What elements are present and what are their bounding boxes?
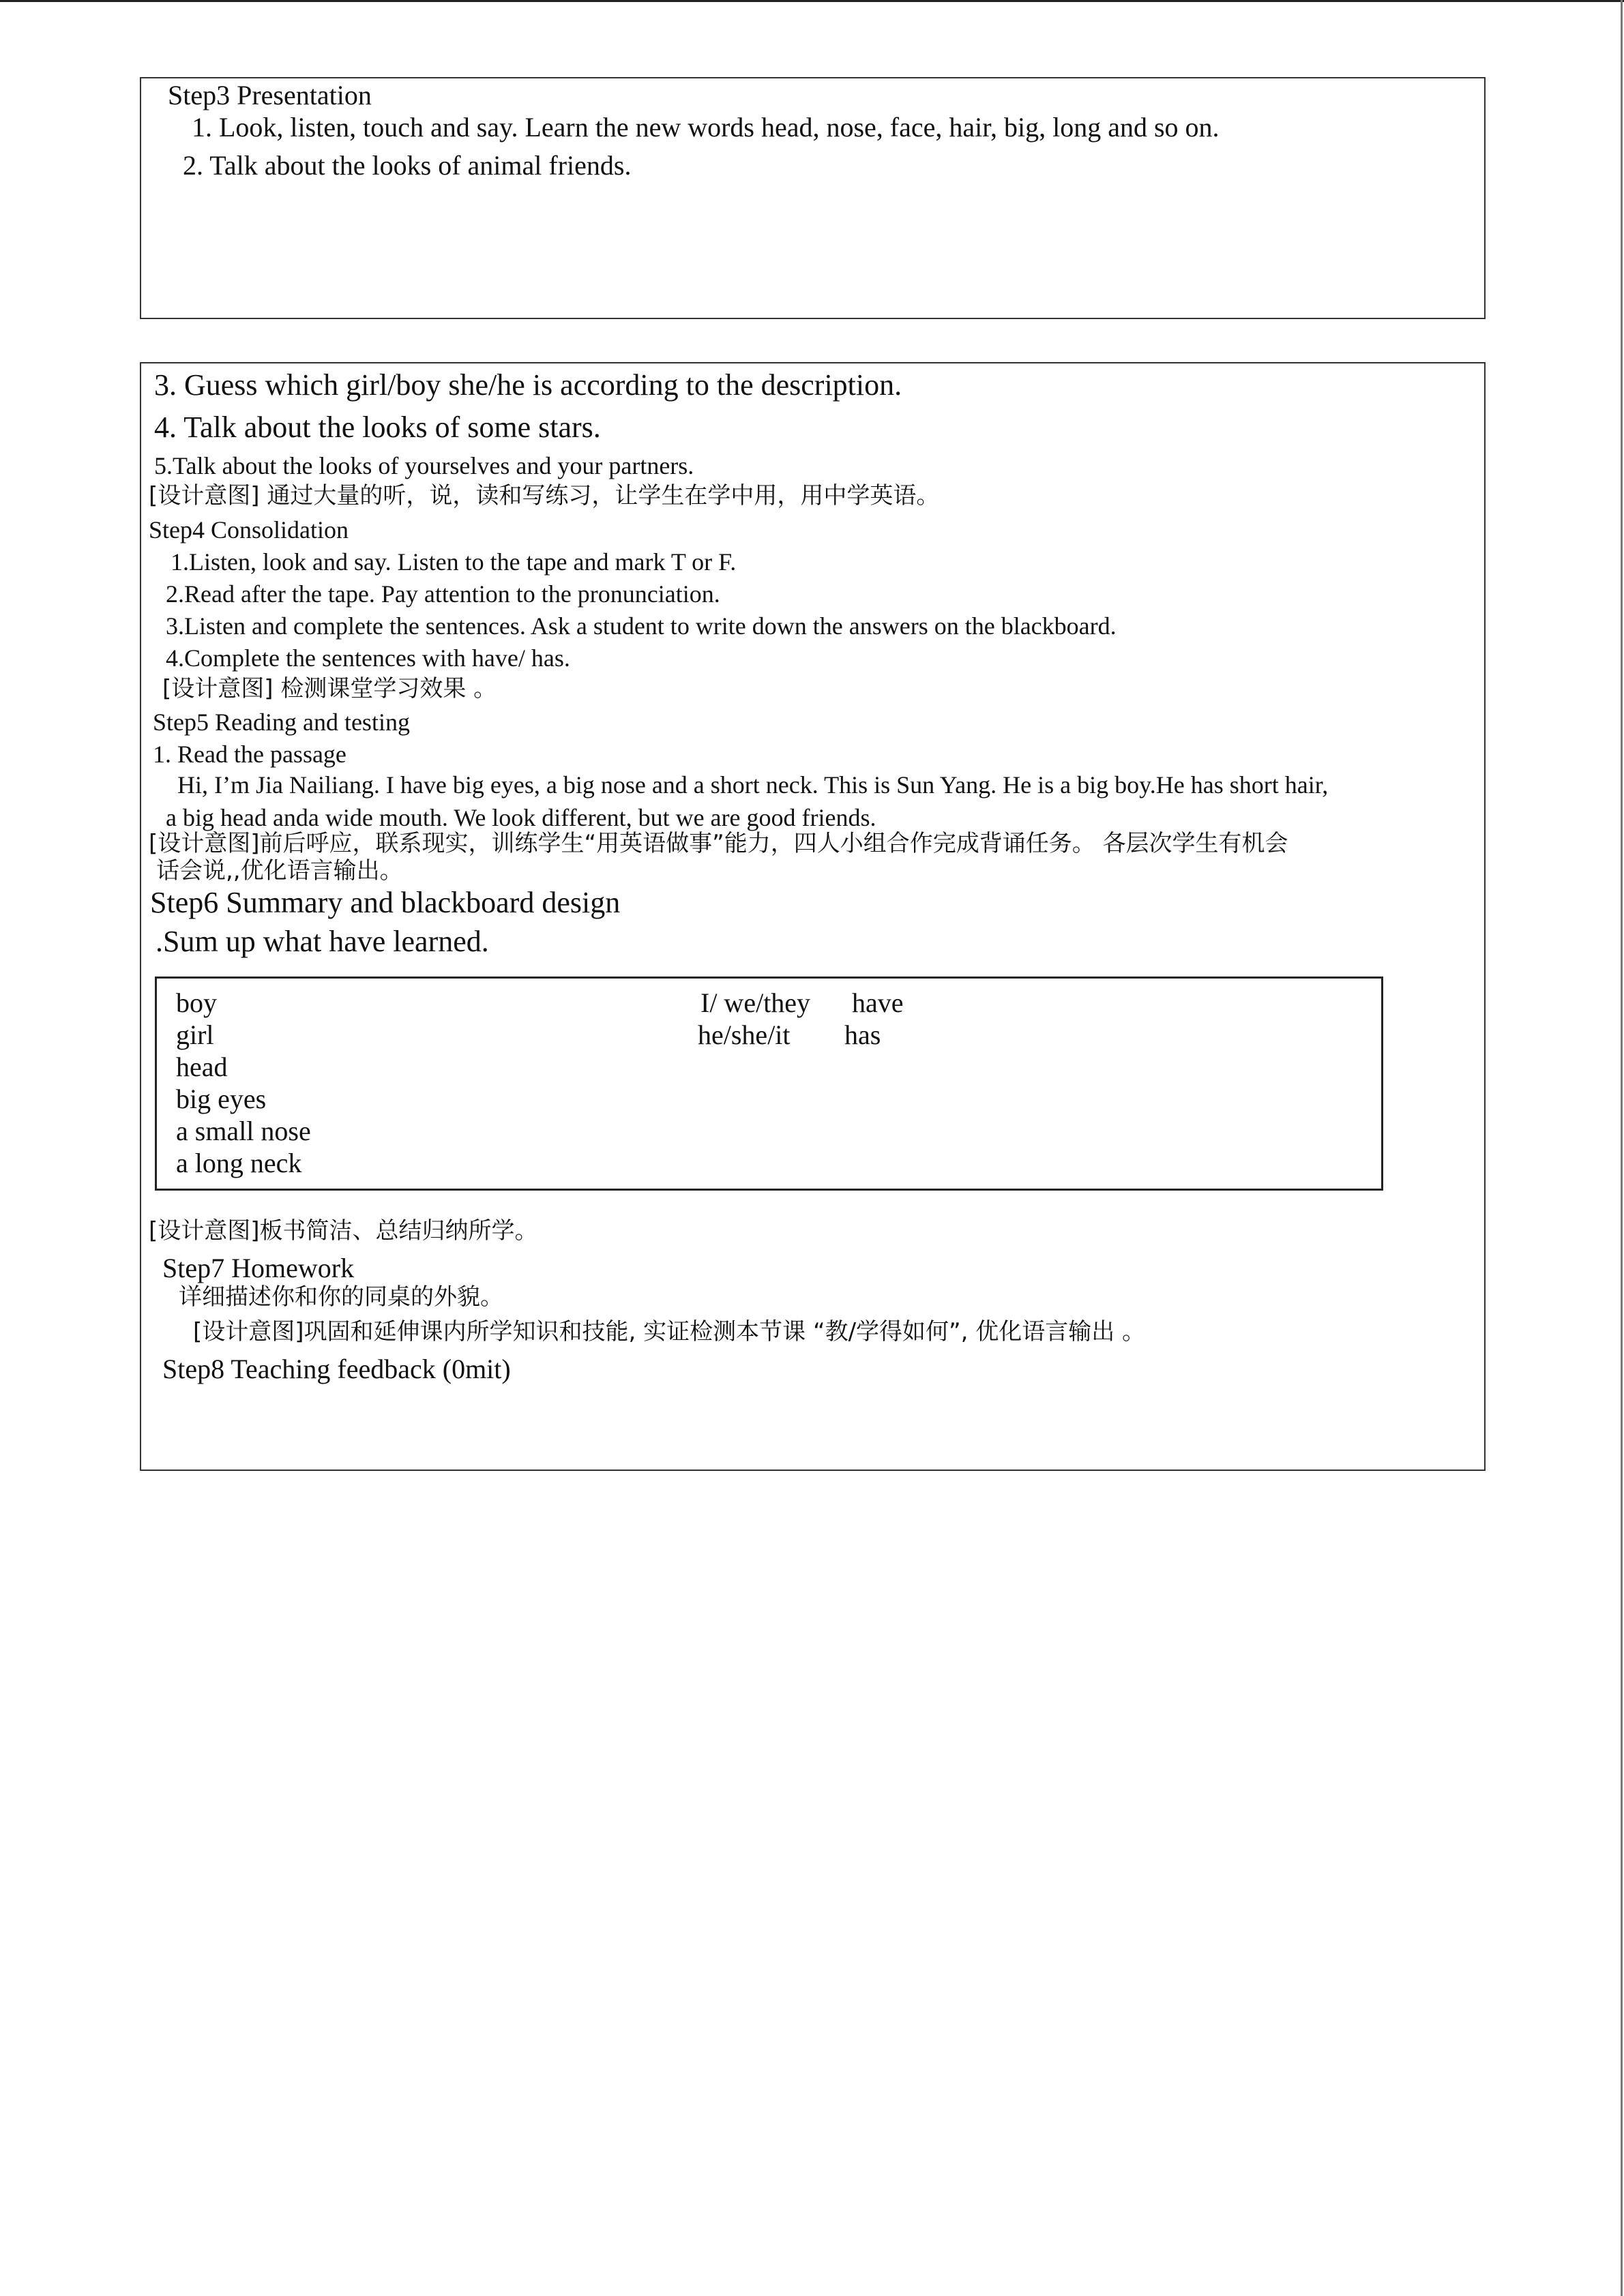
step5-title: Step5 Reading and testing [153, 709, 410, 736]
step6-title: Step6 Summary and blackboard design [150, 886, 621, 919]
step5-item-1: 1. Read the passage [153, 741, 346, 768]
step3-item-4: 4. Talk about the looks of some stars. [154, 411, 601, 444]
step6-item: .Sum up what have learned. [156, 925, 489, 958]
step8-title: Step8 Teaching feedback (0mit) [162, 1354, 511, 1384]
step3-item-3: 3. Guess which girl/boy she/he is according to the description. [154, 368, 902, 402]
board-verb: have [852, 987, 904, 1018]
step4-item-1: 1.Listen, look and say. Listen to the tape and mark T or F. [171, 548, 737, 576]
board-word: head [176, 1052, 228, 1082]
passage-line-1: Hi, I’m Jia Nailiang. I have big eyes, a big nose and a short neck. This is Sun Yang. He is a big boy.He has short hair, [177, 771, 1329, 799]
design-intent-3-line-1: [设计意图]前后呼应，联系现实，训练学生“用英语做事”能力，四人小组合作完成背诵任务。 各层次学生有机会 [149, 830, 1288, 857]
step3-title: Step3 Presentation [168, 80, 372, 110]
step4-item-4: 4.Complete the sentences with have/ has. [166, 644, 570, 672]
step3-item-1: 1. Look, listen, touch and say. Learn the new words head, nose, face, hair, big, long and so on. [192, 112, 1220, 143]
step4-item-3: 3.Listen and complete the sentences. Ask a student to write down the answers on the blackboard. [166, 612, 1117, 640]
blackboard-design [155, 976, 1383, 1191]
design-intent-1: [设计意图] 通过大量的听，说，读和写练习，让学生在学中用，用中学英语。 [149, 482, 940, 509]
board-word: girl [176, 1019, 214, 1050]
passage-line-2: a big head anda wide mouth. We look different, but we are good friends. [166, 804, 876, 831]
page-right-border [1621, 0, 1623, 2296]
step4-title: Step4 Consolidation [149, 516, 349, 543]
design-intent-3-line-2: 话会说,,优化语言输出。 [156, 857, 403, 884]
step4-item-2: 2.Read after the tape. Pay attention to the pronunciation. [166, 580, 720, 608]
page-top-border [0, 0, 1624, 2]
design-intent-2: [设计意图] 检测课堂学习效果 。 [162, 675, 497, 702]
board-subject: he/she/it [698, 1019, 791, 1050]
board-subject: I/ we/they [700, 987, 811, 1018]
board-word: a long neck [176, 1148, 302, 1178]
step3-item-5: 5.Talk about the looks of yourselves and your partners. [154, 452, 694, 479]
board-word: a small nose [176, 1116, 311, 1146]
design-intent-4: [设计意图]板书简洁、总结归纳所学。 [149, 1217, 538, 1244]
board-word: boy [176, 987, 217, 1018]
step7-title: Step7 Homework [162, 1253, 355, 1283]
step3-item-2: 2. Talk about the looks of animal friends. [183, 150, 632, 181]
board-verb: has [844, 1019, 881, 1050]
design-intent-5: [设计意图]巩固和延伸课内所学知识和技能, 实证检测本节课 “教/学得如何”, 优化语言输出 。 [193, 1318, 1146, 1345]
board-word: big eyes [176, 1084, 267, 1114]
step7-item: 详细描述你和你的同桌的外貌。 [179, 1283, 503, 1311]
